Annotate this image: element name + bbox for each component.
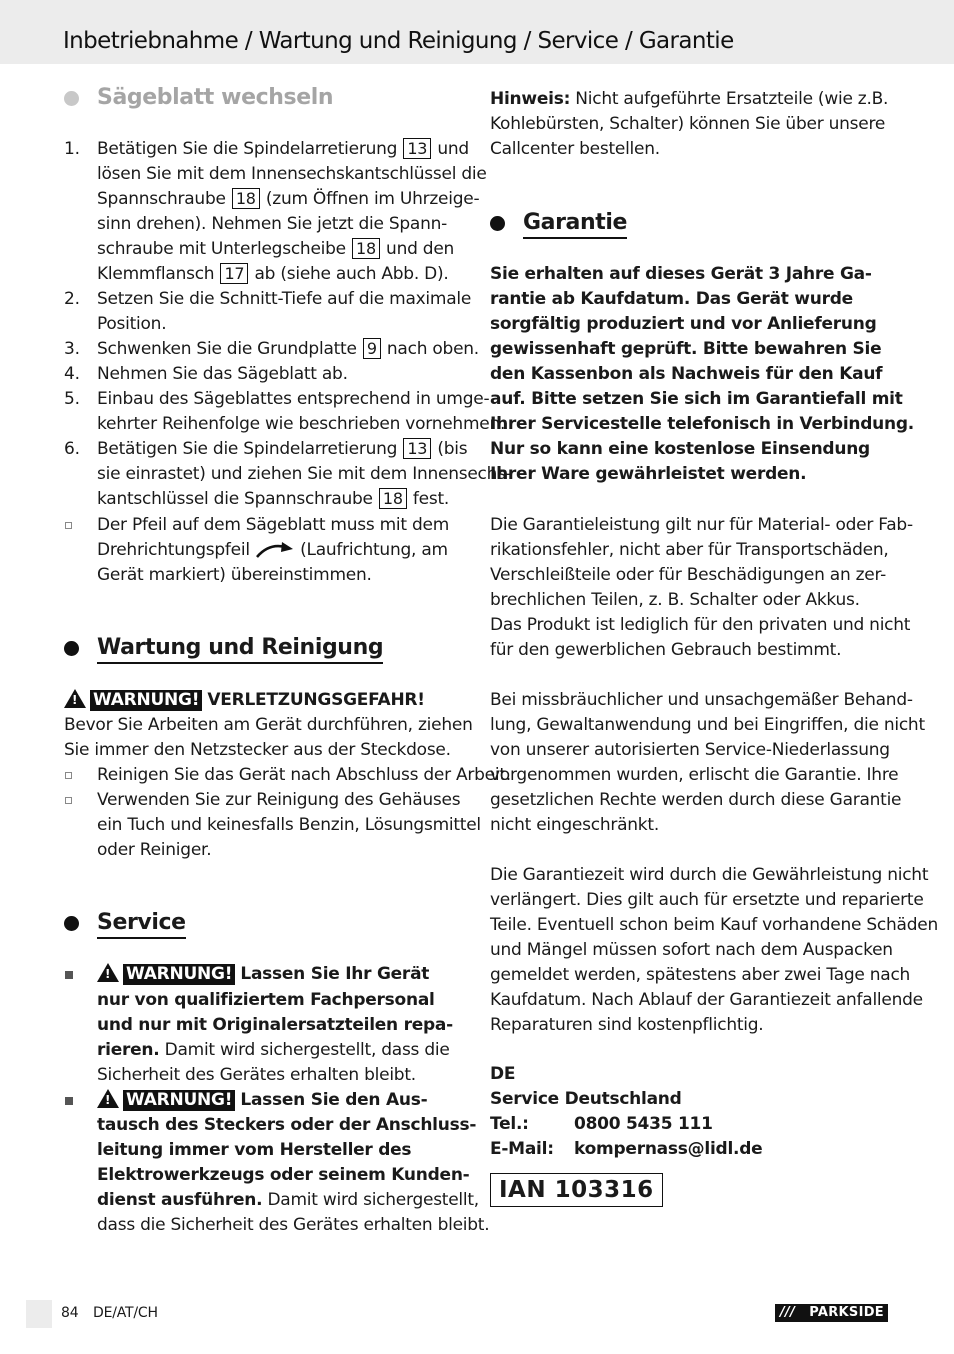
hinweis-line: Hinweis: Nicht aufgeführte Ersatzteile (wie z.B. xyxy=(490,89,889,109)
step-number: 2. xyxy=(64,289,80,309)
text-line: Nur so kann eine kostenlose Einsendung xyxy=(490,439,870,459)
bullet-dot-icon xyxy=(64,916,79,931)
text-line: rikationsfehler, nicht aber für Transportschäden, xyxy=(490,540,889,560)
step-number: 5. xyxy=(64,389,80,409)
step-number: 4. xyxy=(64,364,80,384)
part-reference: 17 xyxy=(220,263,248,284)
page-header xyxy=(0,0,954,64)
text-line: Ihrer Ware gewährleistet werden. xyxy=(490,464,807,484)
text-line: Die Garantiezeit wird durch die Gewährleistung nicht xyxy=(490,865,929,885)
part-reference: 9 xyxy=(363,338,381,359)
text-line: den Kassenbon als Nachweis für den Kauf xyxy=(490,364,883,384)
part-reference: 13 xyxy=(403,438,431,459)
part-reference: 18 xyxy=(379,488,407,509)
text-line: gewissenhaft geprüft. Bitte bewahren Sie xyxy=(490,339,882,359)
rotation-arrow-icon xyxy=(255,541,295,559)
warning-triangle-icon: ! xyxy=(64,689,86,708)
square-bullet-icon xyxy=(65,797,72,804)
warning-badge: WARNUNG! xyxy=(123,964,235,985)
text-line: Bevor Sie Arbeiten am Gerät durchführen, ziehen xyxy=(64,715,473,735)
text-line: Bei missbräuchlicher und unsachgemäßer Behand- xyxy=(490,690,913,710)
parkside-logo: /// PARKSIDE xyxy=(775,1304,888,1322)
text-line: Sie immer den Netzstecker aus der Steckdose. xyxy=(64,740,451,760)
language-codes: DE/AT/CH xyxy=(93,1305,158,1321)
contact-name: Service Deutschland xyxy=(490,1089,682,1109)
contact-tel: Tel.: 0800 5435 111 xyxy=(490,1114,713,1134)
text-line: gemeldet werden, spätestens aber zwei Tage nach xyxy=(490,965,911,985)
step-number: 1. xyxy=(64,139,80,159)
warning-triangle-icon: ! xyxy=(97,963,119,982)
text-line: vorgenommen wurden, erlischt die Garantie. Ihre xyxy=(490,765,899,785)
bullet-dot-icon xyxy=(64,91,79,106)
page-title: Inbetriebnahme / Wartung und Reinigung / Service / Garantie xyxy=(63,28,734,54)
text-line: gesetzlichen Rechte werden durch diese Garantie xyxy=(490,790,902,810)
text-line: rantie ab Kaufdatum. Das Gerät wurde xyxy=(490,289,853,309)
text-line: sorgfältig produziert und vor Anlieferung xyxy=(490,314,877,334)
part-reference: 18 xyxy=(232,188,260,209)
bullet-dot-icon xyxy=(64,641,79,656)
warning-triangle-icon: ! xyxy=(97,1089,119,1108)
text-line: Das Produkt ist lediglich für den privaten und nicht xyxy=(490,615,911,635)
filled-square-bullet-icon xyxy=(65,1097,73,1105)
ian-number-box: IAN 103316 xyxy=(490,1173,663,1207)
step-number: 3. xyxy=(64,339,80,359)
text-line: Callcenter bestellen. xyxy=(490,139,660,159)
text-line: nicht eingeschränkt. xyxy=(490,815,659,835)
page-number-tab xyxy=(26,1300,52,1328)
square-bullet-icon xyxy=(65,522,72,529)
contact-mail: E-Mail: kompernass@lidl.de xyxy=(490,1139,763,1159)
contact-country: DE xyxy=(490,1064,516,1084)
text-line: für den gewerblichen Gebrauch bestimmt. xyxy=(490,640,842,660)
text-line: auf. Bitte setzen Sie sich im Garantiefall mit xyxy=(490,389,903,409)
square-bullet-icon xyxy=(65,772,72,779)
text-line: verlängert. Dies gilt auch für ersetzte und reparierte xyxy=(490,890,924,910)
text-line: und Mängel müssen sofort nach dem Auspacken xyxy=(490,940,893,960)
text-line: von unserer autorisierten Service-Niederlassung xyxy=(490,740,890,760)
text-line: brechlichen Teilen, z. B. Schalter oder Akkus. xyxy=(490,590,860,610)
step-number: 6. xyxy=(64,439,80,459)
warning-badge: WARNUNG! xyxy=(123,1090,235,1111)
filled-square-bullet-icon xyxy=(65,971,73,979)
text-line: Die Garantieleistung gilt nur für Material- oder Fab- xyxy=(490,515,913,535)
warning-line: ! WARNUNG! VERLETZUNGSGEFAHR! xyxy=(64,688,425,713)
text-line: Kaufdatum. Nach Ablauf der Garantiezeit anfallende xyxy=(490,990,923,1010)
text-line: Verschleißteile oder für Beschädigungen an zer- xyxy=(490,565,887,585)
text-line: Kohlebürsten, Schalter) können Sie über unsere xyxy=(490,114,886,134)
text-line: Ihrer Servicestelle telefonisch in Verbindung. xyxy=(490,414,915,434)
text-line: Reparaturen sind kostenpflichtig. xyxy=(490,1015,764,1035)
warning-badge: WARNUNG! xyxy=(90,690,202,711)
part-reference: 18 xyxy=(352,238,380,259)
text-line: Teile. Eventuell schon beim Kauf vorhandene Schäden xyxy=(490,915,938,935)
part-reference: 13 xyxy=(403,138,431,159)
bullet-dot-icon xyxy=(490,216,505,231)
text-line: Sie erhalten auf dieses Gerät 3 Jahre Ga- xyxy=(490,264,872,284)
text-line: lung, Gewaltanwendung und bei Eingriffen, die nicht xyxy=(490,715,925,735)
page-number: 84 xyxy=(61,1305,79,1321)
